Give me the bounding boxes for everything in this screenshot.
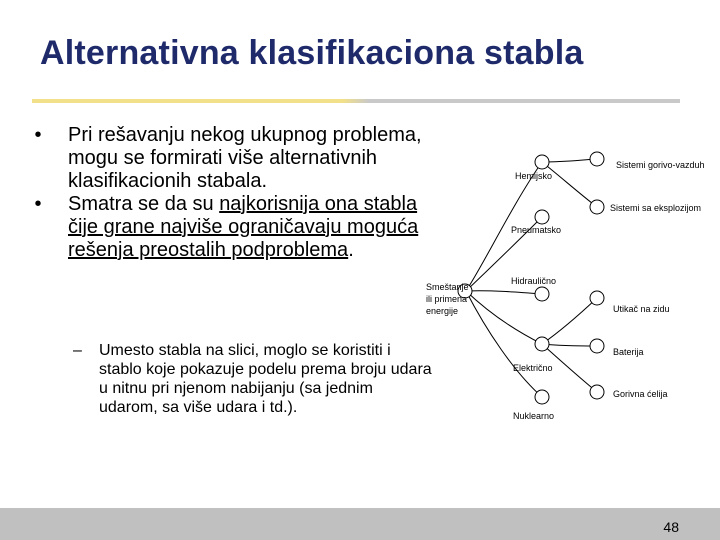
edge-root-hidraulicno [466,291,542,294]
tree-leaf-baterija [590,339,604,353]
branch-label-nuklearno: Nuklearno [513,411,555,421]
bullet-text-2-prefix: Smatra se da su [68,193,220,215]
tree-leaf-utikac [590,291,604,305]
bullet-text-2-underlined: najkorisnija ona stabla čije grane najviše ograničavaju moguća rešenja preostalih podproblema [68,193,419,261]
leaf-label-utikac: Utikač na zidu [613,304,670,314]
branch-label-hemijsko: Hemijsko [515,171,553,181]
tree-leaf-gorivna-celija [590,385,604,399]
edge-hemijsko-eksplozija [542,162,597,207]
leaf-label-gorivna-celija: Gorivna ćelija [613,389,668,399]
tree-leaf-gorivo-vazduh [590,152,604,166]
leaf-label-gorivo-vazduh: Sistemi gorivo-vazduh [616,160,705,170]
branch-label-hidraulicno: Hidraulično [511,276,557,286]
edge-root-elektricno [466,291,542,344]
tree-node-pneumatsko [535,210,549,224]
root-label-line-1: Smeštanje [426,282,469,292]
slide-title: Alternativna klasifikaciona stabla [40,34,584,72]
root-label-line-2: ili primena [426,294,468,304]
tree-node-elektricno [535,337,549,351]
edge-root-nuklearno [466,291,542,397]
tree-leaf-eksplozija [590,200,604,214]
branch-label-pneumatsko: Pneumatsko [511,225,562,235]
bullet-dot: • [34,193,42,215]
edge-elektricno-utikac [542,298,597,344]
leaf-label-eksplozija: Sistemi sa eksplozijom [610,203,702,213]
bullet-text-1: Pri rešavanju nekog ukupnog problema, mogu se formirati više alternativnih klasifikacionih stabala. [68,124,422,192]
tree-node-hidraulicno [535,287,549,301]
root-label-line-3: energije [426,306,459,316]
sub-bullet-text: Umesto stabla na slici, moglo se koristiti i stablo koje pokazuje podelu prema broju udara u nitnu pri njenom nabijanju (sa jednim udarom, sa više udara i td.). [99,342,432,416]
edge-elektricno-baterija [542,344,597,346]
edge-hemijsko-gorivo-vazduh [542,159,597,162]
page-number: 48 [663,519,679,535]
tree-node-hemijsko [535,155,549,169]
branch-label-elektricno: Električno [513,363,553,373]
tree-node-nuklearno [535,390,549,404]
leaf-label-baterija: Baterija [613,347,644,357]
bullet-text-2-suffix: . [348,239,354,261]
sub-bullet-dash: – [73,342,82,359]
bullet-dot: • [34,124,42,146]
footer-bar [0,508,720,540]
